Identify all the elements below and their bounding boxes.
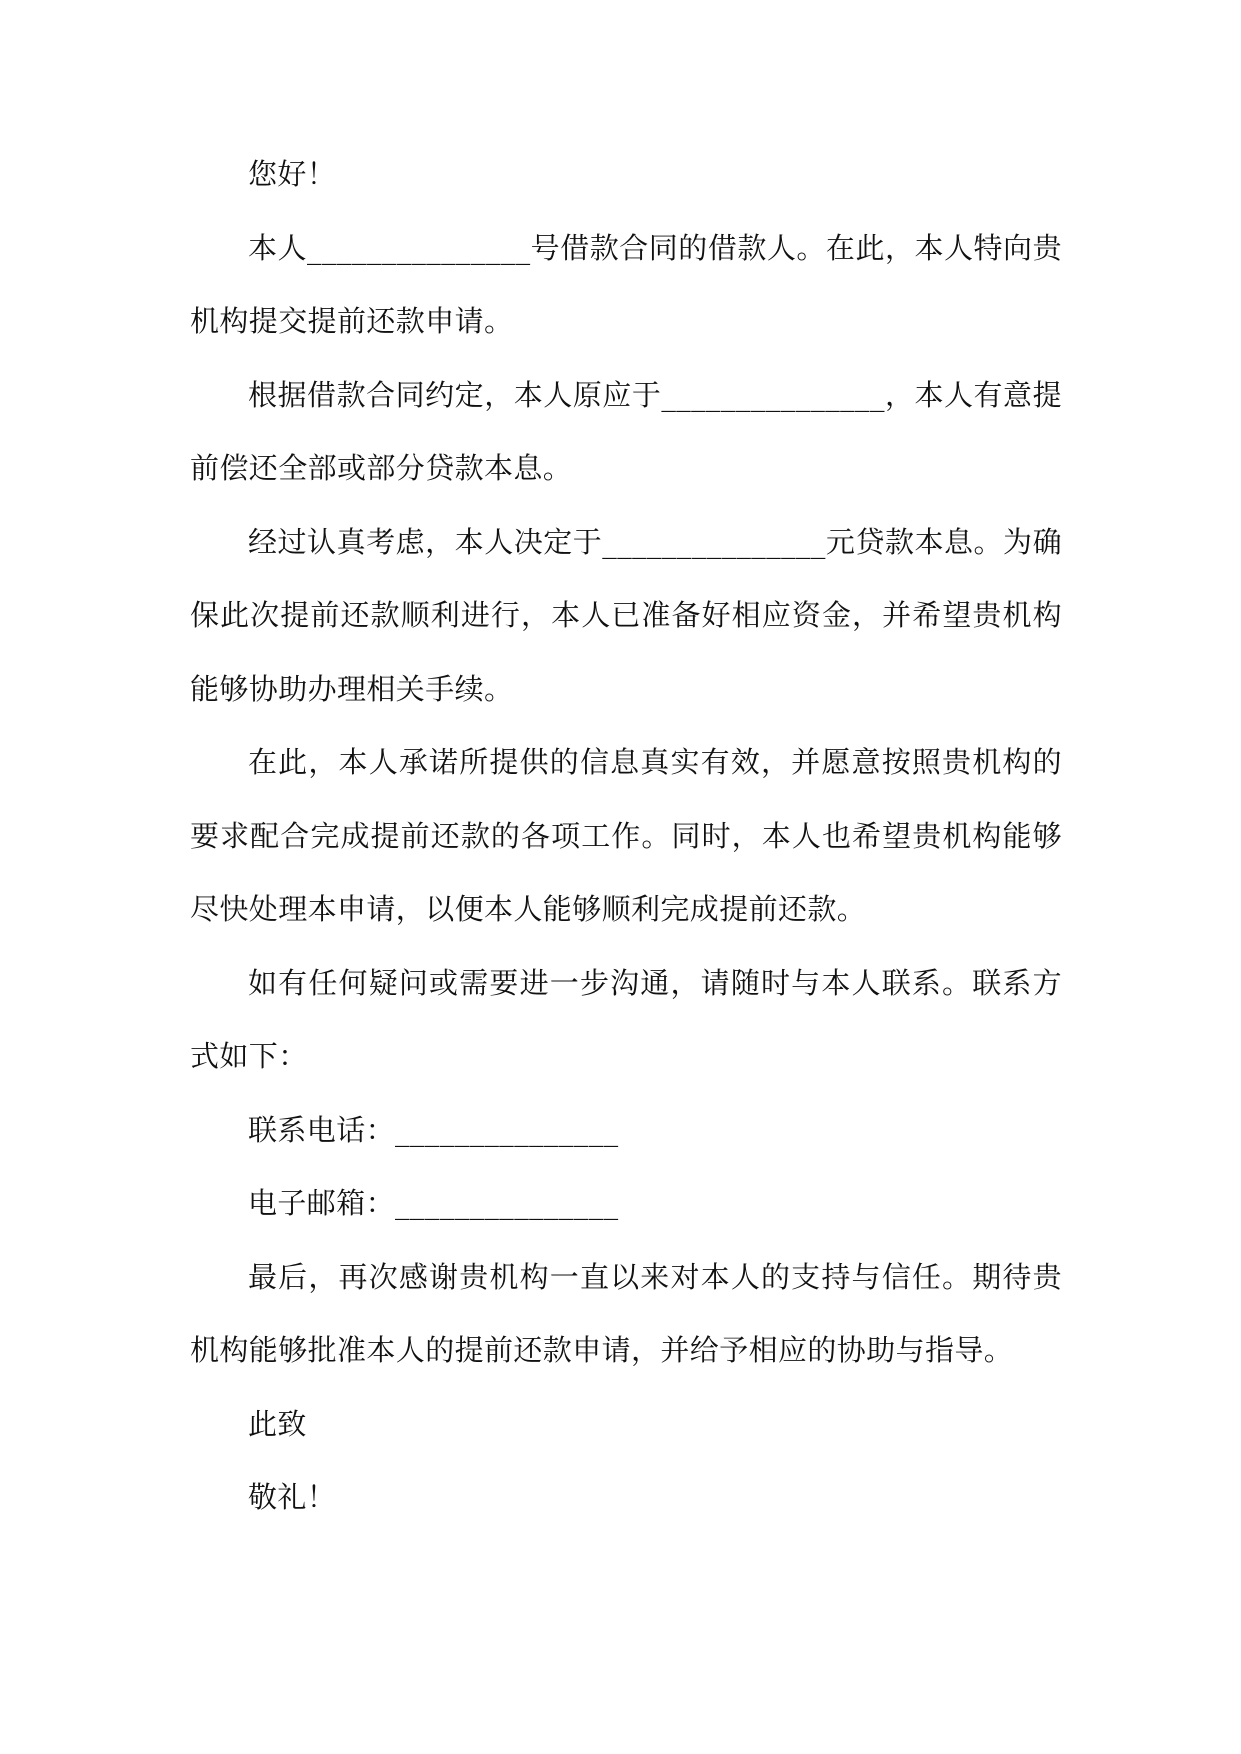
paragraph-original-schedule: 根据借款合同约定，本人原应于_______________，本人有意提前偿还全部或部分贷款本息。 — [190, 377, 1062, 485]
greeting: 您好！ — [248, 157, 337, 191]
paragraph-closing-thanks: 最后，再次感谢贵机构一直以来对本人的支持与信任。期待贵机构能够批准本人的提前还款申请，并给予相应的协助与指导。 — [190, 1259, 1062, 1367]
closing-regards: 敬礼！ — [248, 1480, 337, 1514]
paragraph-commitment: 在此，本人承诺所提供的信息真实有效，并愿意按照贵机构的要求配合完成提前还款的各项工作。同时，本人也希望贵机构能够尽快处理本申请，以便本人能够顺利完成提前还款。 — [190, 745, 1062, 926]
paragraph-contract-number: 本人_______________号借款合同的借款人。在此，本人特向贵机构提交提前还款申请。 — [190, 230, 1062, 338]
paragraph-repayment-decision: 经过认真考虑，本人决定于_______________元贷款本息。为确保此次提前还款顺利进行，本人已准备好相应资金，并希望贵机构能够协助办理相关手续。 — [190, 524, 1062, 706]
letter-body — [190, 138, 1062, 1535]
contact-email-line: 电子邮箱：_______________ — [248, 1186, 619, 1220]
contact-phone-line: 联系电话：_______________ — [248, 1112, 619, 1147]
paragraph-contact-intro: 如有任何疑问或需要进一步沟通，请随时与本人联系。联系方式如下： — [190, 965, 1062, 1073]
closing-salutation: 此致 — [248, 1406, 307, 1441]
